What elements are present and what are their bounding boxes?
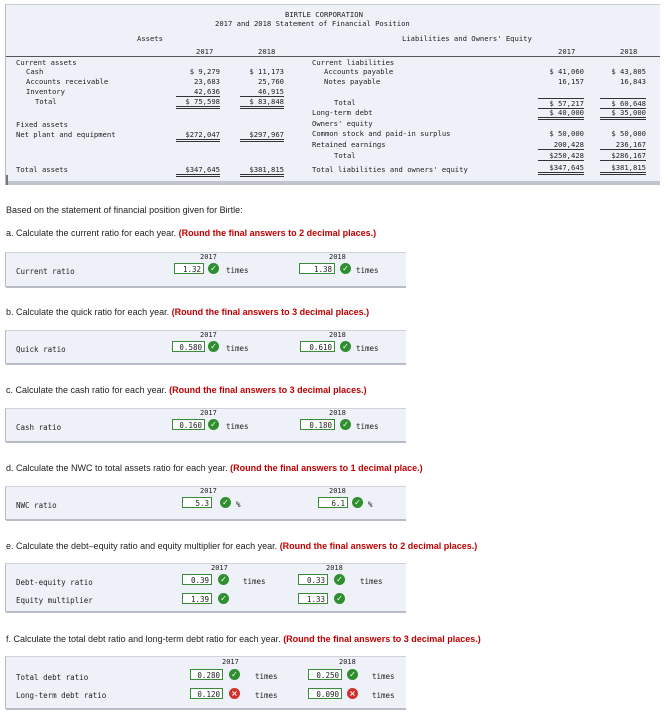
debt-equity-2017-input[interactable]: 0.39 (182, 574, 212, 585)
liab-year-2017: 2017 (558, 47, 576, 56)
company-name: BIRTLE CORPORATION (285, 10, 363, 19)
asset-year-2018: 2018 (258, 47, 276, 56)
cash-2018: $ 11,173 (249, 67, 284, 76)
ap-2018: $ 43,805 (611, 67, 646, 76)
unit-label: times (356, 344, 379, 353)
check-icon: ✓ (229, 669, 240, 680)
debt-equity-ratio-label: Debt-equity ratio (16, 578, 93, 587)
year-2018: 2018 (329, 331, 346, 339)
check-icon: ✓ (334, 593, 345, 604)
cash-label: Cash (26, 67, 44, 76)
ppe-2017: $272,047 (176, 130, 220, 142)
year-2017: 2017 (200, 487, 217, 495)
unit-label: times (243, 577, 266, 586)
ltd-ratio-2017-input[interactable]: 0.120 (190, 688, 223, 699)
answer-panel-b (5, 330, 406, 364)
ltd-2017: $ 40,000 (538, 108, 584, 120)
current-assets-total-label: Total (35, 97, 57, 106)
unit-label: times (356, 422, 379, 431)
year-2018: 2018 (339, 658, 356, 666)
statement-panel (5, 4, 660, 185)
statement-title: 2017 and 2018 Statement of Financial Position (215, 19, 410, 28)
owners-equity-heading: Owners' equity (312, 119, 373, 128)
cross-icon: × (229, 688, 240, 699)
cl-total-label: Total (334, 98, 356, 107)
assets-header: Assets (137, 34, 163, 43)
current-ratio-2018-input[interactable]: 1.38 (299, 263, 335, 274)
np-2017: 16,157 (558, 77, 584, 86)
np-label: Notes payable (324, 77, 381, 86)
cash-ratio-2018-input[interactable]: 0.180 (300, 419, 335, 430)
check-icon: ✓ (218, 593, 229, 604)
check-icon: ✓ (340, 341, 351, 352)
re-2018: 236,167 (600, 140, 646, 150)
ltd-label: Long-term debt (312, 108, 373, 117)
cash-ratio-2017-input[interactable]: 0.160 (172, 419, 205, 430)
nwc-ratio-2017-input[interactable]: 5.3 (182, 497, 212, 508)
answer-panel-c (5, 408, 406, 442)
ca-total-2018: $ 83,848 (240, 97, 284, 109)
ca-total-2017: $ 75,598 (176, 97, 220, 109)
check-icon: ✓ (340, 419, 351, 430)
unit-label: % (236, 500, 241, 509)
total-debt-2017-input[interactable]: 0.280 (190, 669, 223, 680)
ap-label: Accounts payable (324, 67, 394, 76)
unit-label: times (255, 691, 278, 700)
answer-panel-d (5, 486, 406, 520)
asset-year-2017: 2017 (196, 47, 214, 56)
nwc-ratio-label: NWC ratio (16, 501, 57, 510)
ltd-2018: $ 35,000 (600, 108, 646, 120)
total-assets-2017: $347,645 (176, 165, 220, 177)
cash-ratio-label: Cash ratio (16, 423, 62, 432)
answer-panel-e (5, 563, 406, 612)
cs-label: Common stock and paid-in surplus (312, 129, 451, 138)
unit-label: times (255, 672, 278, 681)
total-assets-2018: $381,815 (240, 165, 284, 177)
check-icon: ✓ (208, 341, 219, 352)
current-liabilities-heading: Current liabilities (312, 58, 395, 67)
year-2017: 2017 (200, 331, 217, 339)
cl-total-2018: $ 60,648 (600, 98, 646, 109)
long-term-debt-ratio-label: Long-term debt ratio (16, 691, 107, 700)
check-icon: ✓ (334, 574, 345, 585)
eq-total-2017: $250,428 (538, 151, 584, 161)
year-2017: 2017 (200, 409, 217, 417)
cs-2018: $ 50,000 (611, 129, 646, 138)
year-2017: 2017 (200, 253, 217, 261)
ppe-2018: $297,967 (240, 130, 284, 142)
inventory-2017: 42,636 (176, 87, 220, 97)
ar-2017: 23,683 (194, 77, 220, 86)
year-2017: 2017 (211, 564, 228, 572)
liabilities-header: Liabilities and Owners' Equity (402, 34, 532, 43)
total-debt-ratio-label: Total debt ratio (16, 673, 89, 682)
current-ratio-label: Current ratio (16, 267, 75, 276)
tle-2018: $381,815 (600, 163, 646, 175)
question-b: b. Calculate the quick ratio for each year. (Round the final answers to 3 decimal places.) (6, 307, 370, 317)
ar-2018: 25,760 (258, 77, 284, 86)
check-icon: ✓ (208, 419, 219, 430)
np-2018: 16,843 (620, 77, 646, 86)
tle-2017: $347,645 (538, 163, 584, 175)
unit-label: times (356, 266, 379, 275)
question-f: f. Calculate the total debt ratio and long-term debt ratio for each year. (Round the final answers to 3 decimal places.) (6, 634, 481, 644)
total-debt-2018-input[interactable]: 0.250 (308, 669, 342, 680)
year-2018: 2018 (326, 564, 343, 572)
current-assets-heading: Current assets (16, 58, 77, 67)
cs-2017: $ 50,000 (549, 129, 584, 138)
year-2018: 2018 (329, 487, 346, 495)
year-2018: 2018 (329, 253, 346, 261)
ap-2017: $ 41,060 (549, 67, 584, 76)
inventory-label: Inventory (26, 87, 65, 96)
equity-total-label: Total (334, 151, 356, 160)
answer-panel-a (5, 252, 406, 287)
question-e: e. Calculate the debt–equity ratio and equity multiplier for each year. (Round the final answers to 2 decimal places.) (6, 541, 478, 551)
unit-label: times (226, 422, 249, 431)
cross-icon: × (347, 688, 358, 699)
equity-multiplier-label: Equity multiplier (16, 596, 93, 605)
equity-multiplier-2017-input[interactable]: 1.39 (182, 593, 212, 604)
total-assets-label: Total assets (16, 165, 68, 174)
check-icon: ✓ (340, 263, 351, 274)
debt-equity-2018-input[interactable]: 0.33 (298, 574, 328, 585)
unit-label: times (372, 672, 395, 681)
year-2017: 2017 (222, 658, 239, 666)
unit-label: times (226, 266, 249, 275)
eq-total-2018: $286,167 (600, 151, 646, 161)
check-icon: ✓ (352, 497, 363, 508)
quick-ratio-2017-input[interactable]: 0.580 (172, 341, 205, 352)
ar-label: Accounts receivable (26, 77, 109, 86)
check-icon: ✓ (218, 574, 229, 585)
question-d: d. Calculate the NWC to total assets ratio for each year. (Round the final answers to 1 decimal place.) (6, 463, 423, 473)
inventory-2018: 46,915 (240, 87, 284, 97)
unit-label: times (372, 691, 395, 700)
question-c: c. Calculate the cash ratio for each year. (Round the final answers to 3 decimal places.) (6, 385, 367, 395)
unit-label: % (368, 500, 373, 509)
year-2018: 2018 (329, 409, 346, 417)
answer-panel-f (5, 656, 406, 709)
fixed-assets-heading: Fixed assets (16, 120, 68, 129)
re-2017: 200,428 (538, 140, 584, 150)
re-label: Retained earnings (312, 140, 386, 149)
liab-year-2018: 2018 (620, 47, 638, 56)
unit-label: times (360, 577, 383, 586)
question-a: a. Calculate the current ratio for each year. (Round the final answers to 2 decimal places.) (6, 228, 377, 238)
equity-multiplier-2018-input[interactable]: 1.33 (298, 593, 328, 604)
check-icon: ✓ (208, 263, 219, 274)
intro-text: Based on the statement of financial position given for Birtle: (6, 205, 243, 215)
quick-ratio-2018-input[interactable]: 0.610 (300, 341, 335, 352)
check-icon: ✓ (220, 497, 231, 508)
current-ratio-2017-input[interactable]: 1.32 (174, 263, 204, 274)
tle-label: Total liabilities and owners' equity (312, 165, 468, 174)
cash-2017: $ 9,279 (189, 67, 220, 76)
cl-total-2017: $ 57,217 (538, 98, 584, 109)
unit-label: times (226, 344, 249, 353)
ppe-label: Net plant and equipment (16, 130, 116, 139)
quick-ratio-label: Quick ratio (16, 345, 66, 354)
nwc-ratio-2018-input[interactable]: 6.1 (318, 497, 348, 508)
ltd-ratio-2018-input[interactable]: 0.090 (308, 688, 342, 699)
check-icon: ✓ (347, 669, 358, 680)
